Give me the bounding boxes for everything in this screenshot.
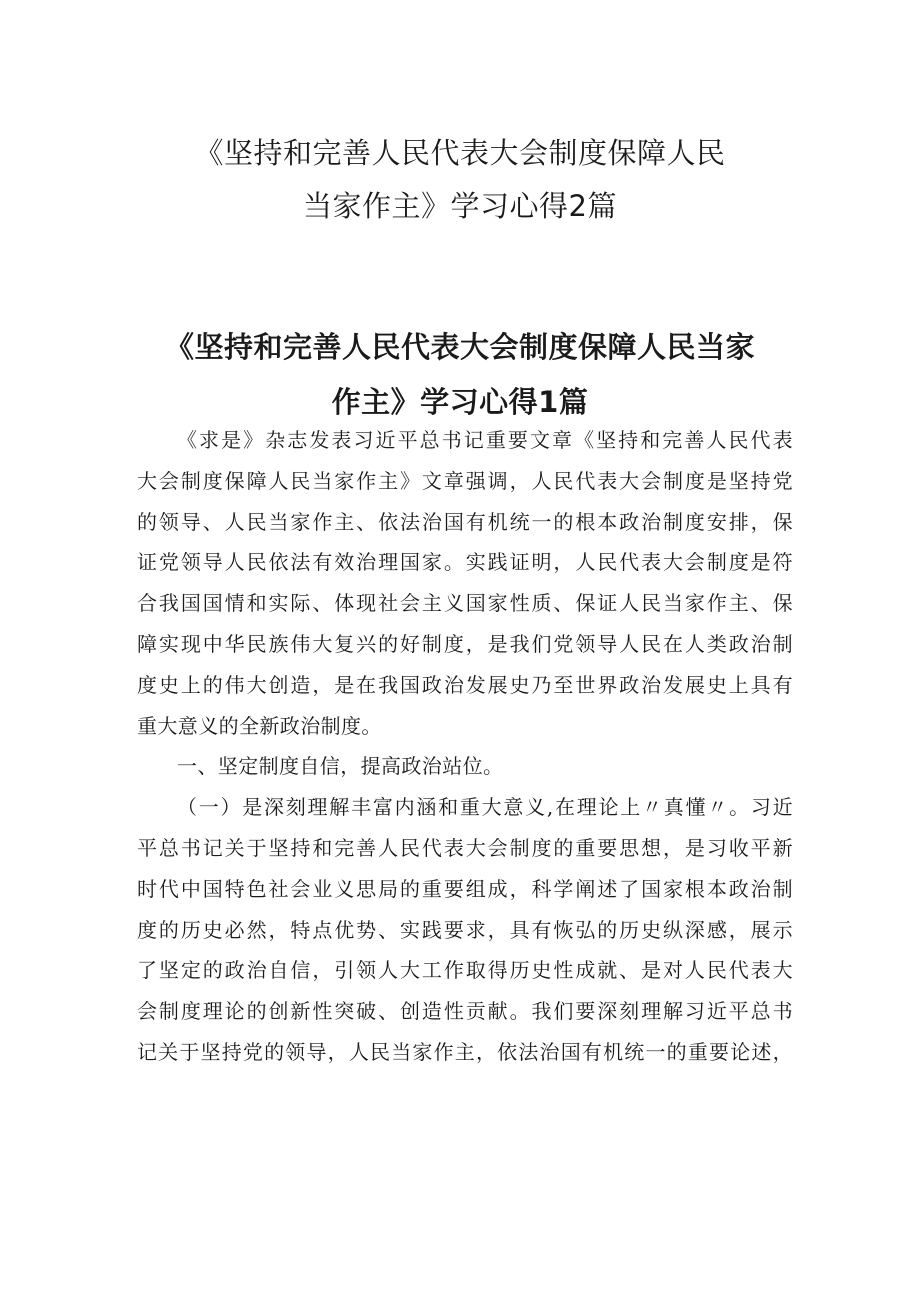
section-title-line-1: 《坚持和完善人民代表大会制度保障人民当家 [164,330,755,365]
paragraph-1-line: 障实现中华民族伟大复兴的好制度，是我们党领导人民在人类政治制 [137,631,793,656]
paragraph-3-line: 会制度理论的创新性突破、创造性贡献。我们要深刻理解习近平总书 [137,999,793,1024]
paragraph-1-line: 证党领导人民依法有效治理国家。实践证明，人民代表大会制度是符 [137,550,793,575]
document-title [100,127,820,233]
paragraph-1-line: 度史上的伟大创造，是在我国政治发展史乃至世界政治发展史上具有 [137,672,793,697]
section-title-line-2: 作主》学习心得1篇 [331,385,589,420]
paragraph-1-line: 重大意义的全新政治制度。 [137,713,382,738]
paragraph-1-line: 合我国国情和实际、体现社会主义国家性质、保证人民当家作主、保 [137,591,793,616]
paragraph-1-line: 的领导、人民当家作主、依法治国有机统一的根本政治制度安排，保 [137,509,793,534]
document-title-line-2: 当家作主》学习心得2篇 [303,189,617,224]
paragraph-3-line: 平总书记关于坚持和完善人民代表大会制度的重要思想，是习收平新 [137,835,793,860]
paragraph-1-line: 《求是》杂志发表习近平总书记重要文章《坚持和完善人民代表 [177,428,793,452]
paragraph-3-line: 度的历史必然，特点优势、实践要求，具有恢弘的历史纵深感，展示 [137,917,793,942]
document-title-line-1: 《坚持和完善人民代表大会制度保障人民 [194,136,726,171]
section-heading-1: 一、坚定制度自信，提高政治站位。 [177,754,504,779]
paragraph-1-line: 大会制度保障人民当家作主》文章强调，人民代表大会制度是坚持党 [137,468,793,493]
paragraph-3-line: （一）是深刻理解丰富内涵和重大意义,在理论上〃真懂〃。习近 [177,795,793,820]
paragraph-3-line: 了坚定的政治自信，引领人大工作取得历史性成就、是对人民代表大 [137,958,793,983]
section-title [100,320,820,430]
document-body [137,420,793,1073]
paragraph-3-line: 时代中国特色社会业义思局的重要组成，科学阐述了国家根本政治制 [137,876,793,901]
paragraph-3-line: 记关于坚持党的领导，人民当家作主，依法治国有机统一的重要论述， [137,1039,793,1064]
